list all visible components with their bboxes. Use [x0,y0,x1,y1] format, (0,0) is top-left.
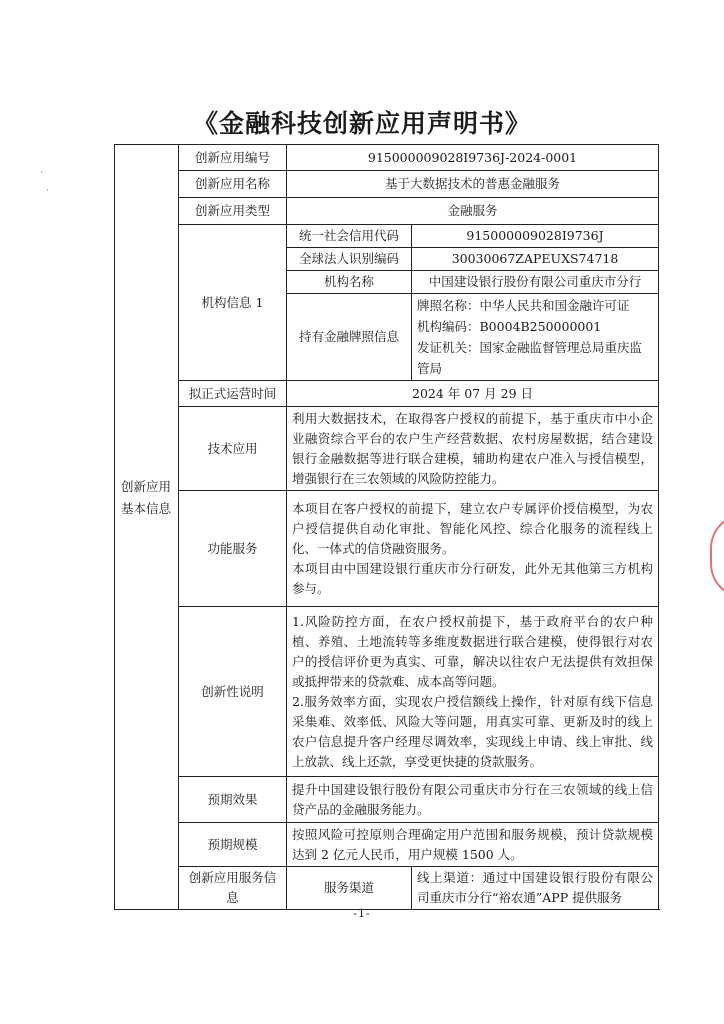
institution-name-label: 机构名称 [287,271,412,294]
app-no-value: 915000009028I9736J-2024-0001 [287,145,659,171]
license-info-value [412,294,659,381]
launch-date-label: 拟正式运营时间 [179,381,287,407]
app-name-value: 基于大数据技术的普惠金融服务 [287,171,659,198]
innovation-cell [287,607,659,777]
license-issuer-line: 发证机关：国家金融监督管理总局重庆监管局 [417,340,643,376]
service-channel-label: 服务渠道 [287,867,412,910]
lei-label: 全球法人识别编码 [287,248,412,271]
app-no-label: 创新应用编号 [179,145,287,171]
scan-speck: · [40,168,43,178]
function-service-label: 功能服务 [179,491,287,607]
tech-application-text: 利用大数据技术，在取得客户授权的前提下，基于重庆市中小企业融资综合平台的农户生产经营数据、农村房屋数据，结合建设银行金融数据等进行联合建模，辅助构建农户准入与授信模型，增强银行在三农领域的风险防控能力。 [287,407,659,491]
service-channel-text: 线上渠道：通过中国建设银行股份有限公司重庆市分行“裕农通”APP 提供服务 [412,867,659,910]
app-name-label: 创新应用名称 [179,171,287,198]
scan-speck: · [46,186,49,196]
expected-effect-label: 预期效果 [179,777,287,823]
declaration-form-table [114,144,659,910]
form-left-margin-cell [115,145,179,910]
function-service-text-2: 本项目由中国建设银行重庆市分行研发，此外无其他第三方机构参与。 [292,560,654,596]
innovation-text-2: 2.服务效率方面，实现农户授信额线上操作，针对原有线下信息采集难、效率低、风险大等问题，用真实可靠、更新及时的线上农户信息提升客户经理尽调效率，实现线上申请、线上审批、线上放款、线上还款，享受更快捷的贷款服务。 [292,693,654,769]
credit-code-label: 统一社会信用代码 [287,225,412,248]
page-number: -1- [353,907,371,920]
document-title: 《金融科技创新应用声明书》 [192,109,531,138]
app-type-value: 金融服务 [287,198,659,225]
expected-scale-label: 预期规模 [179,823,287,867]
function-service-cell [287,491,659,607]
innovation-label: 创新性说明 [179,607,287,777]
license-name-line: 牌照名称：中华人民共和国金融许可证 [417,298,630,313]
credit-code-value: 915000009028I9736J [412,225,659,248]
expected-effect-text: 提升中国建设银行股份有限公司重庆市分行在三农领域的线上信贷产品的金融服务能力。 [287,777,659,823]
red-seal-stamp-edge [710,514,724,598]
service-section-label: 创新应用服务信息 [179,867,287,910]
institution-info-label: 机构信息 1 [179,225,287,381]
expected-scale-text: 按照风险可控原则合理确定用户范围和服务规模，预计贷款规模达到 2 亿元人民币，用户规模 1500 人。 [287,823,659,867]
innovation-text-1: 1.风险防控方面，在农户授权前提下，基于政府平台的农户种植、养殖、土地流转等多维度数据进行联合建模，使得银行对农户的授信评价更为真实、可靠，解决以往农户无法提供有效担保或抵押带来的贷款难、成本高等问题。 [292,613,654,689]
license-code-line: 机构编码：B0004B250000001 [417,319,602,334]
license-info-label: 持有金融牌照信息 [287,294,412,381]
launch-date-value: 2024 年 07 月 29 日 [287,381,659,407]
basic-section-label: 创新应用基本信息 [120,479,171,516]
app-type-label: 创新应用类型 [179,198,287,225]
function-service-text-1: 本项目在客户授权的前提下，建立农户专属评价授信模型，为农户授信提供自动化审批、智能化风控、综合化服务的流程线上化、一体式的信贷融资服务。 [292,500,654,556]
tech-application-label: 技术应用 [179,407,287,491]
lei-value: 30030067ZAPEUXS74718 [412,248,659,271]
institution-name-value: 中国建设银行股份有限公司重庆市分行 [412,271,659,294]
